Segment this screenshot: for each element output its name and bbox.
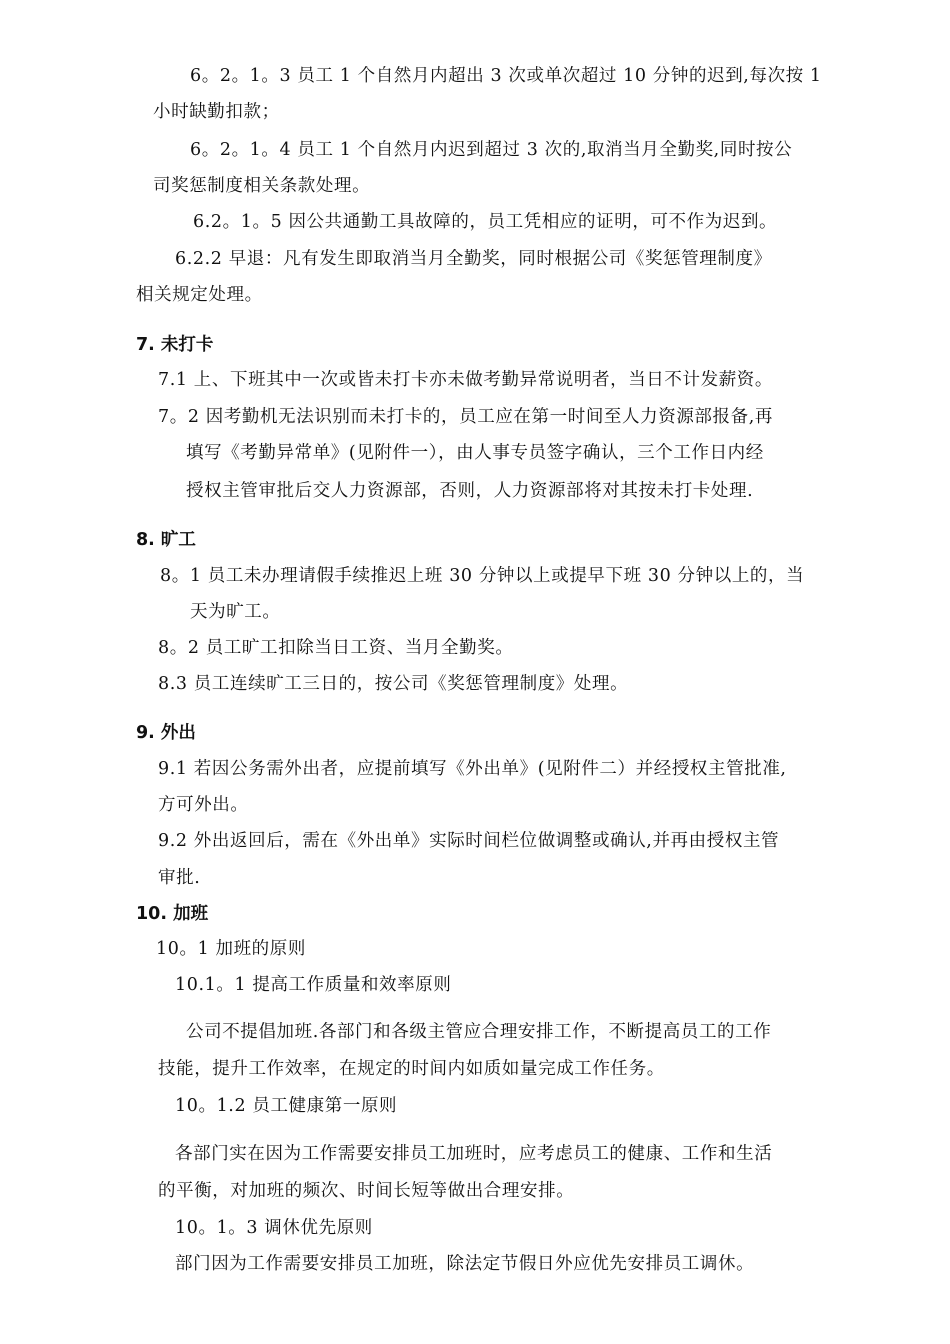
text-line: 相关规定处理。: [136, 285, 263, 305]
text-line: 8。2 员工旷工扣除当日工资、当月全勤奖。: [158, 638, 514, 658]
text-line: 6.2。1。5 因公共通勤工具故障的，员工凭相应的证明，可不作为迟到。: [193, 212, 778, 232]
text-line: 小时缺勤扣款；: [153, 102, 280, 122]
text-line: 授权主管审批后交人力资源部，否则，人力资源部将对其按未打卡处理.: [186, 481, 754, 501]
text-line: 7.1 上、下班其中一次或皆未打卡亦未做考勤异常说明者，当日不计发薪资。: [158, 370, 773, 390]
text-line: 天为旷工。: [190, 602, 281, 622]
text-line: 10。1 加班的原则: [156, 939, 306, 959]
text-line: 各部门实在因为工作需要安排员工加班时，应考虑员工的健康、工作和生活: [175, 1144, 773, 1164]
section-heading: 9. 外出: [136, 723, 196, 743]
text-line: 8。1 员工未办理请假手续推迟上班 30 分钟以上或提早下班 30 分钟以上的，当: [160, 566, 805, 586]
section-heading: 7. 未打卡: [136, 335, 214, 355]
text-line: 9.2 外出返回后，需在《外出单》实际时间栏位做调整或确认,并再由授权主管: [158, 831, 780, 851]
text-line: 的平衡，对加班的频次、时间长短等做出合理安排。: [158, 1181, 575, 1201]
text-line: 部门因为工作需要安排员工加班，除法定节假日外应优先安排员工调休。: [175, 1254, 755, 1274]
text-line: 6.2.2 早退：凡有发生即取消当月全勤奖，同时根据公司《奖惩管理制度》: [175, 249, 772, 269]
text-line: 10。1.2 员工健康第一原则: [175, 1096, 398, 1116]
text-line: 6。2。1。3 员工 1 个自然月内超出 3 次或单次超过 10 分钟的迟到,每次按 1: [190, 66, 822, 86]
text-line: 8.3 员工连续旷工三日的，按公司《奖惩管理制度》处理。: [158, 674, 629, 694]
text-line: 审批.: [158, 868, 201, 888]
text-line: 7。2 因考勤机无法识别而未打卡的，员工应在第一时间至人力资源部报备,再: [158, 407, 773, 427]
text-line: 10。1。3 调休优先原则: [175, 1218, 373, 1238]
text-line: 技能，提升工作效率，在规定的时间内如质如量完成工作任务。: [158, 1059, 665, 1079]
text-line: 司奖惩制度相关条款处理。: [153, 176, 371, 196]
text-line: 公司不提倡加班.各部门和各级主管应合理安排工作，不断提高员工的工作: [186, 1022, 772, 1042]
text-line: 6。2。1。4 员工 1 个自然月内迟到超过 3 次的,取消当月全勤奖,同时按公: [190, 140, 793, 160]
section-heading: 8. 旷工: [136, 530, 196, 550]
text-line: 10.1。1 提高工作质量和效率原则: [175, 975, 452, 995]
text-line: 方可外出。: [158, 795, 249, 815]
text-line: 9.1 若因公务需外出者，应提前填写《外出单》(见附件二）并经授权主管批准,: [158, 759, 787, 779]
text-line: 填写《考勤异常单》(见附件一），由人事专员签字确认，三个工作日内经: [186, 443, 764, 463]
section-heading: 10. 加班: [136, 904, 209, 924]
